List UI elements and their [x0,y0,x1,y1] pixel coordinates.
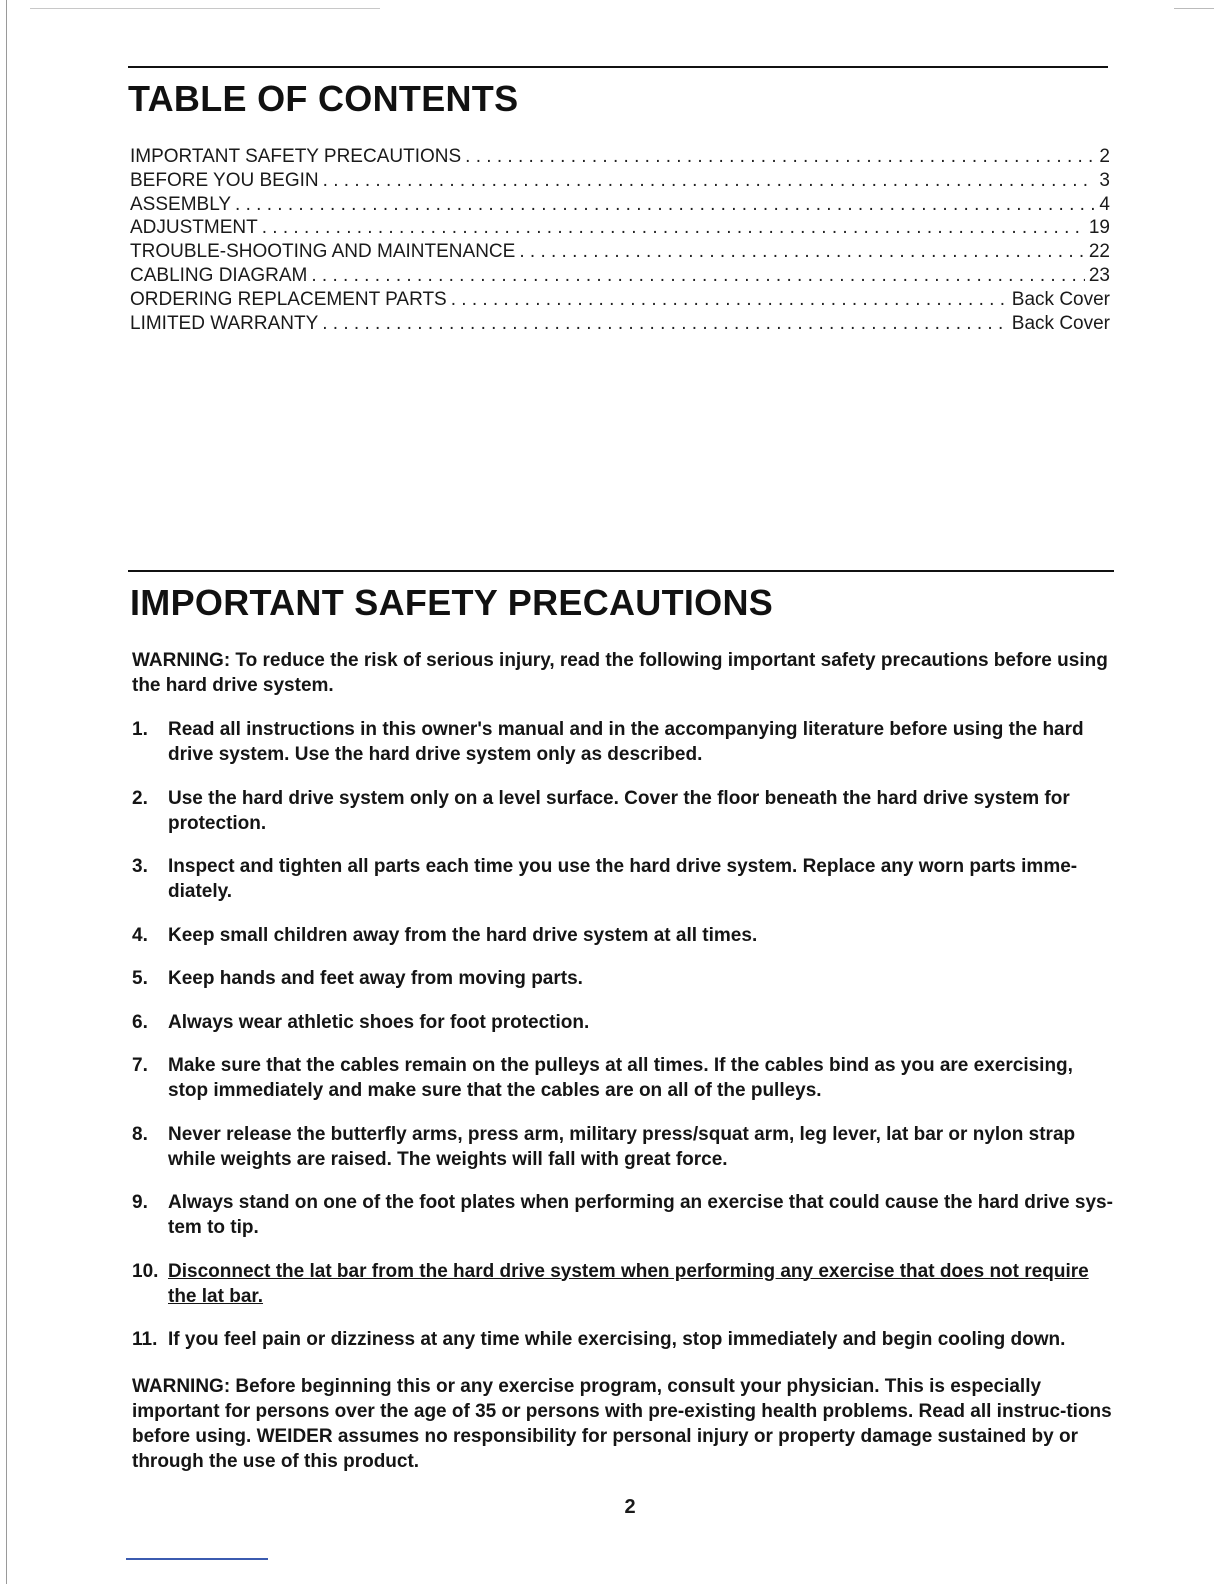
precaution-list [132,717,1114,1352]
precaution-number: 9. [132,1192,148,1213]
precaution-number: 1. [132,719,148,740]
precaution-text: Never release the butterfly arms, press arm, military press/squat arm, leg lever, lat bar or nylon strap while weights are raised. The weights will fall with great force. [168,1123,1076,1170]
precaution-number: 2. [132,787,148,809]
toc-entry [130,170,1110,194]
toc-entry [130,313,1110,337]
toc-entry-page: Back Cover [1011,312,1110,334]
toc-leader-dots [311,265,1084,287]
precaution-number: 11. [132,1329,158,1350]
precaution-item [132,1259,1114,1309]
toc-leader-dots [323,170,1096,192]
precaution-number: 10. [132,1260,159,1282]
precaution-number: 3. [132,856,148,877]
precaution-item [132,1053,1114,1103]
scan-top-artifact [30,8,380,9]
toc-entry-title: IMPORTANT SAFETY PRECAUTIONS [130,146,462,167]
toc-leader-dots [465,146,1095,168]
toc-heading: TABLE OF CONTENTS [128,78,519,119]
precaution-item [132,786,1114,836]
toc-entry-title: ORDERING REPLACEMENT PARTS [130,288,447,310]
toc-entry-page: 3 [1099,169,1110,191]
toc-entry-title: ASSEMBLY [130,193,232,215]
toc-leader-dots [235,194,1095,216]
precaution-item [132,717,1114,767]
toc-entry-page: 23 [1088,264,1110,286]
page-number: 2 [624,1496,636,1518]
toc-entry-title: LIMITED WARRANTY [130,312,319,334]
precaution-number: 8. [132,1123,148,1145]
safety-body [132,648,1114,1474]
precaution-item [132,1122,1114,1172]
toc-entry [130,146,1110,170]
scan-edge-artifact [6,0,7,1584]
precaution-text: Use the hard drive system only on a level surface. Cover the floor beneath the hard drive system for protection. [168,787,1070,834]
precaution-text: Always stand on one of the foot plates when performing an exercise that could cause the hard drive sys-tem to tip. [168,1192,1113,1238]
precaution-item [132,1190,1114,1240]
toc-entry-page: 4 [1099,193,1110,215]
toc-leader-dots [262,217,1085,239]
precaution-text: Make sure that the cables remain on the pulleys at all times. If the cables bind as you are exercising, stop immediately and make sure that the cables are on all of the pulleys. [168,1055,1073,1101]
precaution-text: Keep hands and feet away from moving parts. [168,968,583,989]
toc-entry [130,241,1110,265]
toc-entry-page: 22 [1088,241,1110,263]
precaution-item [132,966,1114,991]
precaution-text-underlined: Disconnect the lat bar from the hard drive system when performing any exercise that does not require the lat bar. [168,1260,1089,1307]
toc-leader-dots [519,241,1085,263]
toc-leader-dots [451,289,1008,311]
scan-top-right-artifact [1174,8,1214,9]
toc-list [130,146,1110,336]
toc-entry [130,289,1110,313]
precaution-item [132,854,1114,904]
precaution-text: Read all instructions in this owner's manual and in the accompanying literature before using the hard drive system. Use the hard drive system only as described. [168,719,1084,765]
precaution-number: 4. [132,924,148,946]
scan-bottom-artifact [126,1558,268,1560]
final-warning: WARNING: Before beginning this or any exercise program, consult your physician. This is especially important for persons over the age of 35 or persons with pre-existing health problems. Read all instruc-tions before using. WEIDER assumes no responsibility for personal injury or property damage sustained by or through the use of this product. [132,1376,1112,1472]
toc-entry-page: Back Cover [1011,288,1110,310]
precaution-item [132,1327,1114,1352]
toc-entry-page: 19 [1088,217,1110,239]
precaution-text: Always wear athletic shoes for foot protection. [168,1011,590,1033]
toc-entry [130,265,1110,289]
precaution-number: 5. [132,968,148,989]
toc-top-rule [128,66,1108,68]
precaution-item [132,1010,1114,1035]
precaution-text: Keep small children away from the hard drive system at all times. [168,924,758,946]
toc-entry [130,194,1110,218]
precaution-number: 6. [132,1011,148,1033]
toc-entry-title: CABLING DIAGRAM [130,264,308,286]
safety-top-rule [128,570,1114,572]
toc-leader-dots [322,313,1008,335]
precaution-text: Inspect and tighten all parts each time you use the hard drive system. Replace any worn parts imme-diately. [168,856,1078,902]
toc-entry-page: 2 [1099,146,1110,167]
intro-warning: WARNING: To reduce the risk of serious injury, read the following important safety precautions before using the hard drive system. [132,650,1108,696]
toc-entry [130,217,1110,241]
precaution-number: 7. [132,1055,148,1076]
toc-entry-title: ADJUSTMENT [130,217,258,239]
precaution-text: If you feel pain or dizziness at any time while exercising, stop immediately and begin cooling down. [168,1329,1066,1350]
precaution-item [132,923,1114,948]
toc-entry-title: BEFORE YOU BEGIN [130,169,319,191]
toc-entry-title: TROUBLE-SHOOTING AND MAINTENANCE [130,241,516,263]
safety-heading: IMPORTANT SAFETY PRECAUTIONS [130,582,774,623]
